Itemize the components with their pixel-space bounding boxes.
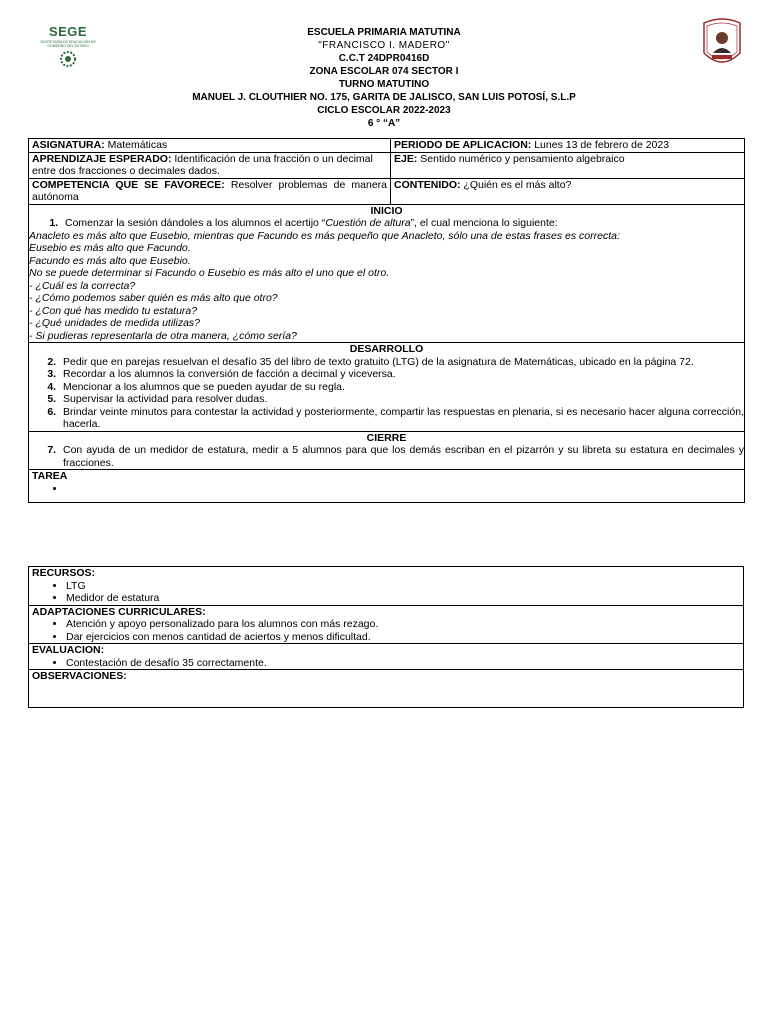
- recursos-cell: [29, 567, 744, 606]
- cierre-list: [29, 444, 744, 469]
- tarea-cell: [29, 470, 745, 503]
- cierre-title: CIERRE: [366, 431, 407, 444]
- inicio-line: No se puede determinar si Facundo o Eusebio es más alto el uno que el otro.: [29, 267, 390, 279]
- row-desarrollo: [29, 343, 745, 432]
- periodo-cell: [391, 139, 745, 153]
- inicio-question: - ¿Con qué has medido tu estatura?: [29, 304, 198, 317]
- periodo-value: Lunes 13 de febrero de 2023: [531, 139, 670, 151]
- school-cycle: CICLO ESCOLAR 2022-2023: [317, 105, 451, 116]
- recursos-item: • Medidor de estatura: [66, 592, 740, 605]
- asignatura-label: ASIGNATURA:: [32, 139, 105, 151]
- desarrollo-cell: [29, 343, 745, 432]
- observaciones-cell: [29, 670, 744, 708]
- row-recursos: [29, 567, 744, 606]
- desarrollo-item: 3. Recordar a los alumnos la conversión de facción a decimal y viceversa.: [59, 368, 744, 381]
- inicio-item-emphasis: Cuestión de altura: [325, 217, 411, 229]
- cierre-item: 7. Con ayuda de un medidor de estatura, medir a 5 alumnos para que los demás escriban en el pizarrón y su libreta su estatura en decimales y fracciones.: [59, 444, 744, 469]
- evaluacion-item: • Contestación de desafío 35 correctamente.: [66, 657, 740, 670]
- row-aprendizaje: [29, 152, 745, 178]
- document-header: [0, 26, 768, 130]
- tarea-label: TAREA: [32, 470, 68, 482]
- desarrollo-item: 2. Pedir que en parejas resuelvan el desafío 35 del libro de texto gratuito (LTG) de la asignatura de Matemáticas, ubicado en la página 72.: [59, 356, 744, 369]
- evaluacion-list: [32, 657, 740, 670]
- desarrollo-list: [29, 356, 744, 431]
- aprendizaje-cell: [29, 152, 391, 178]
- observaciones-label: OBSERVACIONES:: [32, 670, 127, 682]
- school-zone: ZONA ESCOLAR 074 SECTOR I: [309, 66, 459, 77]
- competencia-value: Resolver problemas de manera autónoma: [32, 178, 388, 203]
- inicio-question: - ¿Cómo podemos saber quién es más alto que otro?: [29, 292, 278, 304]
- desarrollo-title: DESARROLLO: [349, 343, 424, 355]
- evaluacion-cell: [29, 644, 744, 670]
- inicio-title: INICIO: [370, 204, 403, 217]
- sege-logo-text: SEGE: [48, 24, 88, 39]
- row-inicio: [29, 204, 745, 343]
- contenido-value: ¿Quién es el más alto?: [460, 178, 572, 191]
- resources-table: [28, 566, 744, 708]
- adaptaciones-item: • Dar ejercicios con menos cantidad de aciertos y menos dificultad.: [66, 631, 740, 644]
- adaptaciones-list: [32, 618, 740, 643]
- asignatura-value: Matemáticas: [104, 139, 168, 151]
- school-cct: C.C.T 24DPR0416D: [338, 53, 430, 64]
- lesson-plan-table: [28, 138, 745, 503]
- competencia-cell: [29, 178, 391, 204]
- recursos-label: RECURSOS:: [32, 567, 96, 579]
- row-observaciones: [29, 670, 744, 708]
- sege-logo-subtitle: SECRETARÍA DE EDUCACIÓN DE GOBIERNO DEL ESTADO: [40, 40, 96, 48]
- cierre-cell: [29, 431, 745, 470]
- inicio-line: Facundo es más alto que Eusebio.: [29, 254, 191, 267]
- desarrollo-item: 4. Mencionar a los alumnos que se pueden ayudar de su regla.: [59, 381, 744, 394]
- row-cierre: [29, 431, 745, 470]
- adaptaciones-cell: [29, 605, 744, 644]
- school-group: 6 ° “A”: [367, 118, 401, 129]
- row-tarea: [29, 470, 745, 503]
- school-name: ESCUELA PRIMARIA MATUTINA: [307, 27, 461, 38]
- adaptaciones-item: • Atención y apoyo personalizado para los alumnos con más rezago.: [66, 618, 740, 631]
- periodo-label: PERIODO DE APLICACION:: [394, 139, 532, 151]
- inicio-item: [61, 217, 744, 230]
- inicio-item-text: Comenzar la sesión dándoles a los alumnos el acertijo “: [65, 217, 326, 229]
- evaluacion-label: EVALUACION:: [32, 644, 105, 656]
- tarea-item: [66, 483, 741, 496]
- eje-value: Sentido numérico y pensamiento algebraico: [417, 152, 625, 165]
- eje-label: EJE:: [394, 152, 418, 165]
- recursos-item: • LTG: [66, 580, 740, 593]
- inicio-line: Anacleto es más alto que Eusebio, mientras que Facundo es más pequeño que Anacleto, sólo una de estas frases es correcta:: [29, 229, 620, 242]
- aprendizaje-value: Identificación de una fracción o un decimal entre dos fracciones o decimales dados.: [32, 152, 373, 177]
- row-competencia: [29, 178, 745, 204]
- desarrollo-item: 5. Supervisar la actividad para resolver dudas.: [59, 393, 744, 406]
- inicio-line: Eusebio es más alto que Facundo.: [29, 242, 191, 254]
- recursos-list: [32, 580, 740, 605]
- adaptaciones-label: ADAPTACIONES CURRICULARES:: [32, 605, 206, 618]
- inicio-question: - ¿Cuál es la correcta?: [29, 279, 136, 292]
- eje-cell: [391, 152, 745, 178]
- contenido-cell: [391, 178, 745, 204]
- inicio-cell: [29, 204, 745, 343]
- row-asignatura: [29, 139, 745, 153]
- school-address: MANUEL J. CLOUTHIER NO. 175, GARITA DE JALISCO, SAN LUIS POTOSÍ, S.L.P: [192, 92, 576, 103]
- row-evaluacion: [29, 644, 744, 670]
- desarrollo-item: 6. Brindar veinte minutos para contestar la actividad y posteriormente, compartir las respuestas en plenaria, si es necesario hacer alguna corrección, hacerla.: [59, 406, 744, 431]
- inicio-item-text-end: ”, el cual menciona lo siguiente:: [410, 217, 558, 229]
- school-title: "FRANCISCO I. MADERO": [318, 40, 450, 51]
- tarea-list: [32, 483, 741, 496]
- school-shift: TURNO MATUTINO: [338, 79, 430, 90]
- row-adaptaciones: [29, 605, 744, 644]
- competencia-label: COMPETENCIA QUE SE FAVORECE:: [32, 178, 225, 191]
- inicio-list: [29, 217, 744, 230]
- aprendizaje-label: APRENDIZAJE ESPERADO:: [32, 152, 172, 165]
- asignatura-cell: [29, 139, 391, 153]
- inicio-question: - ¿Qué unidades de medida utilizas?: [29, 317, 201, 329]
- contenido-label: CONTENIDO:: [394, 178, 461, 191]
- inicio-question: - Si pudieras representarla de otra manera, ¿cómo sería?: [29, 329, 297, 342]
